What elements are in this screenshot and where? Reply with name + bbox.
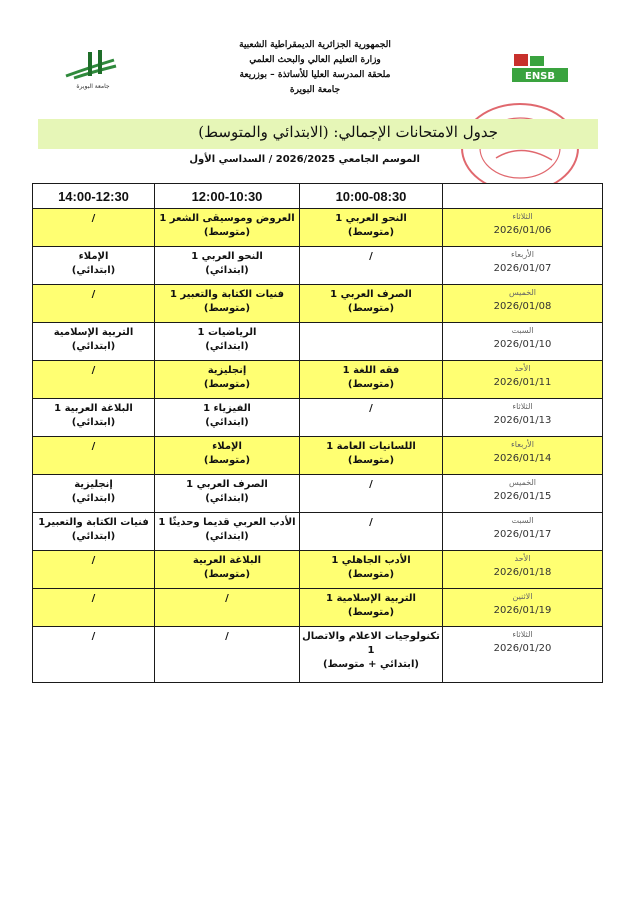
subject: / — [91, 365, 96, 376]
subject: إنجليزية — [207, 365, 247, 376]
day-name: السبت — [511, 516, 534, 525]
exam-date: 2026/01/18 — [493, 567, 552, 578]
exam-date: 2026/01/13 — [493, 415, 552, 426]
slot-3-cell — [33, 247, 155, 285]
slot-2-cell — [155, 399, 300, 437]
subject: / — [369, 251, 373, 262]
slot-1-cell — [300, 475, 443, 513]
level: (متوسط) — [347, 607, 395, 618]
level: (ابتدائي) — [71, 341, 116, 352]
level: (متوسط) — [347, 569, 395, 580]
subject: النحو العربي 1 — [191, 251, 263, 262]
day-cell — [443, 513, 603, 551]
level: (متوسط) — [347, 455, 395, 466]
slot-1-cell — [300, 285, 443, 323]
slot-2-cell — [155, 551, 300, 589]
title-bar — [38, 119, 598, 149]
header-slot-3: 14:00-12:30 — [33, 184, 155, 209]
exam-date: 2026/01/11 — [493, 377, 552, 388]
season-label: الموسم الجامعي 2026/2025 / السداسي الأول — [189, 154, 420, 165]
header-day-cell — [443, 184, 603, 209]
day-cell — [443, 437, 603, 475]
day-cell — [443, 399, 603, 437]
level: (ابتدائي) — [205, 417, 249, 428]
day-cell — [443, 589, 603, 627]
slot-2-cell — [155, 437, 300, 475]
day-name: الخميس — [508, 478, 537, 487]
university-logo — [58, 46, 128, 92]
slot-3-cell — [33, 323, 155, 361]
day-cell — [443, 475, 603, 513]
slot-1-cell — [300, 247, 443, 285]
day-name: الأربعاء — [511, 440, 534, 449]
subject: العروض وموسيقى الشعر 1 — [159, 213, 295, 224]
subject: البلاغة العربية — [192, 555, 262, 566]
subject: النحو العربي 1 — [335, 213, 407, 224]
day-name: السبت — [511, 326, 534, 335]
level: (متوسط) — [347, 303, 395, 314]
table-row — [33, 437, 603, 475]
table-row — [33, 589, 603, 627]
exam-date: 2026/01/10 — [493, 339, 552, 350]
logo-caption: جامعة البويرة — [76, 83, 110, 90]
exam-date: 2026/01/17 — [493, 529, 552, 540]
subject: تكنولوجيات الاعلام والاتصال 1 — [302, 631, 440, 656]
slot-3-cell — [33, 475, 155, 513]
subject: / — [91, 213, 96, 224]
day-cell — [443, 247, 603, 285]
day-cell — [443, 627, 603, 683]
subject: فنيات الكتابة والتعبير 1 — [169, 289, 285, 300]
slot-2-cell — [155, 285, 300, 323]
header-line: وزارة التعليم العالي والبحث العلمي — [249, 55, 381, 65]
subject: الأدب العربي قديما وحديثًا 1 — [158, 517, 296, 528]
level: (ابتدائي) — [205, 531, 249, 542]
day-cell — [443, 209, 603, 247]
slot-1-cell — [300, 209, 443, 247]
slot-2-cell — [155, 475, 300, 513]
school-logo — [506, 50, 572, 90]
subject: / — [91, 631, 96, 642]
logo-text: ENSB — [524, 71, 556, 82]
slot-2-cell — [155, 323, 300, 361]
slot-3-cell — [33, 437, 155, 475]
slot-1-cell — [300, 399, 443, 437]
slot-3-cell — [33, 361, 155, 399]
slot-2-cell — [155, 247, 300, 285]
exam-date: 2026/01/08 — [493, 301, 552, 312]
header-line: الجمهورية الجزائرية الديمقراطية الشعبية — [239, 40, 391, 50]
subject: الرياضيات 1 — [197, 327, 257, 338]
table-row — [33, 399, 603, 437]
slot-1-cell — [300, 513, 443, 551]
table-row — [33, 285, 603, 323]
level: (متوسط) — [203, 569, 251, 580]
slot-3-cell — [33, 627, 155, 683]
table-row — [33, 247, 603, 285]
level: (متوسط) — [347, 379, 395, 390]
level: (ابتدائي) — [71, 493, 116, 504]
subject: الإملاء — [78, 251, 109, 262]
subject: الصرف العربي 1 — [186, 479, 268, 490]
slot-3-cell — [33, 513, 155, 551]
exam-date: 2026/01/07 — [493, 263, 552, 274]
level: (ابتدائي) — [205, 265, 249, 276]
level: (ابتدائي) — [71, 531, 116, 542]
level: (ابتدائي + متوسط) — [323, 659, 419, 670]
level: (ابتدائي) — [71, 417, 116, 428]
day-name: الأحد — [514, 364, 531, 373]
subject: اللسانيات العامة 1 — [326, 441, 416, 452]
header-line: ملحقة المدرسة العليا للأساتذة – بوزريعة — [239, 70, 391, 80]
subject: الفيزياء 1 — [203, 403, 251, 414]
table-row — [33, 627, 603, 683]
slot-1-cell — [300, 551, 443, 589]
subject: التربية الإسلامية 1 — [326, 593, 416, 604]
exam-date: 2026/01/15 — [493, 491, 552, 502]
subject: / — [369, 479, 373, 490]
exam-date: 2026/01/20 — [493, 643, 552, 654]
day-name: الثلاثاء — [512, 402, 533, 411]
subject: / — [91, 593, 96, 604]
subject: البلاغة العربية 1 — [54, 403, 133, 414]
slot-3-cell — [33, 285, 155, 323]
slot-3-cell — [33, 589, 155, 627]
level: (متوسط) — [203, 455, 251, 466]
subject: التربية الإسلامية — [53, 327, 134, 338]
day-cell — [443, 285, 603, 323]
table-row — [33, 323, 603, 361]
institution-header — [160, 38, 470, 98]
exam-date: 2026/01/06 — [493, 225, 552, 236]
level: (متوسط) — [203, 303, 251, 314]
header-line: جامعة البويرة — [289, 85, 341, 95]
day-name: الأحد — [514, 554, 531, 563]
subject: / — [225, 631, 229, 642]
subject: فقه اللغة 1 — [342, 365, 400, 376]
day-name: الاثنين — [512, 592, 533, 601]
page-title: جدول الامتحانات الإجمالي: (الابتدائي والمتوسط) — [198, 123, 498, 141]
day-cell — [443, 323, 603, 361]
level: (ابتدائي) — [205, 493, 249, 504]
slot-3-cell — [33, 209, 155, 247]
table-row — [33, 513, 603, 551]
table-row — [33, 475, 603, 513]
day-name: الثلاثاء — [512, 630, 533, 639]
exam-schedule-table — [32, 183, 603, 683]
level: (متوسط) — [347, 227, 395, 238]
slot-2-cell — [155, 589, 300, 627]
subject: / — [369, 517, 373, 528]
slot-2-cell — [155, 361, 300, 399]
level: (ابتدائي) — [205, 341, 249, 352]
day-cell — [443, 551, 603, 589]
subject: / — [225, 593, 229, 604]
slot-3-cell — [33, 399, 155, 437]
exam-date: 2026/01/19 — [493, 605, 552, 616]
subject: / — [369, 403, 373, 414]
exam-date: 2026/01/14 — [493, 453, 552, 464]
slot-2-cell — [155, 209, 300, 247]
subject: الإملاء — [212, 441, 242, 452]
table-row — [33, 209, 603, 247]
subject: الصرف العربي 1 — [330, 289, 412, 300]
slot-2-cell — [155, 513, 300, 551]
day-name: الثلاثاء — [512, 212, 533, 221]
slot-1-cell — [300, 437, 443, 475]
header-slot-1: 10:00-08:30 — [300, 184, 443, 209]
level: (متوسط) — [203, 227, 251, 238]
slot-1-cell — [300, 323, 443, 361]
table-row — [33, 551, 603, 589]
subject: إنجليزية — [74, 479, 113, 490]
subject: الأدب الجاهلي 1 — [331, 555, 411, 566]
slot-2-cell — [155, 627, 300, 683]
subject: / — [91, 441, 96, 452]
level: (متوسط) — [203, 379, 251, 390]
subject: / — [91, 555, 96, 566]
slot-1-cell — [300, 589, 443, 627]
subject: فنيات الكتابة والتعبير1 — [38, 517, 149, 528]
subject: / — [91, 289, 96, 300]
day-name: الأربعاء — [511, 250, 534, 259]
slot-1-cell — [300, 627, 443, 683]
level: (ابتدائي) — [71, 265, 116, 276]
table-row — [33, 361, 603, 399]
day-cell — [443, 361, 603, 399]
slot-3-cell — [33, 551, 155, 589]
slot-1-cell — [300, 361, 443, 399]
header-slot-2: 12:00-10:30 — [155, 184, 300, 209]
day-name: الخميس — [508, 288, 537, 297]
